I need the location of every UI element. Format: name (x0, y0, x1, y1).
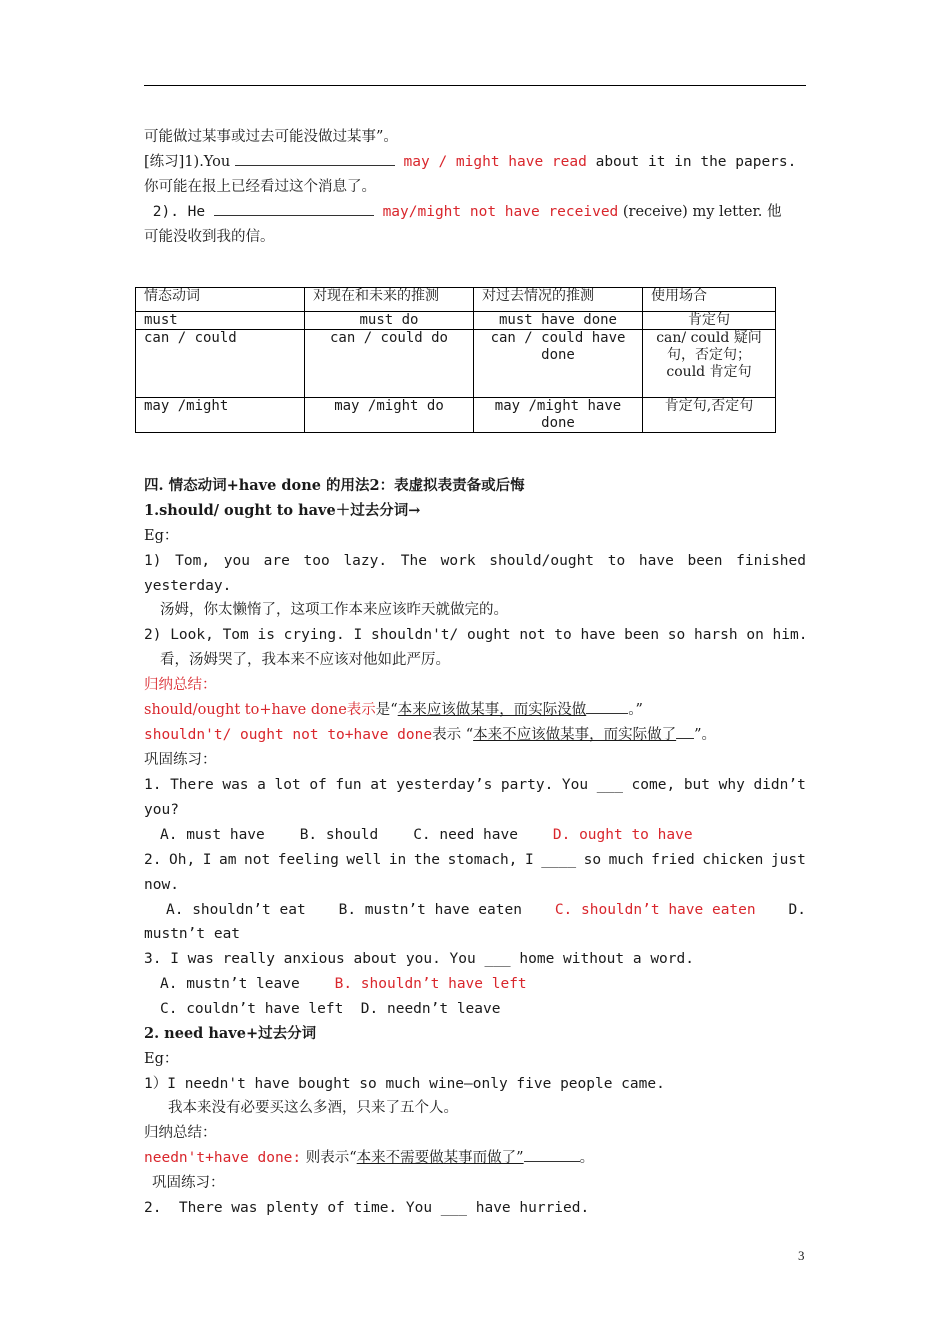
summary-answer: 本来不应该做某事，而实际做了 (473, 727, 677, 743)
exercise-answer: may / might have read (403, 154, 587, 170)
summary-label: 归纳总结： (144, 1125, 217, 1141)
word: at (370, 777, 388, 793)
usage-line: can/ could 疑问句，否定句； (656, 330, 762, 363)
word: 1) (144, 553, 162, 569)
question: 3. I was really anxious about you. You ___ home without a word. (144, 951, 694, 967)
option-c: C. couldn’t have left (160, 1001, 344, 1017)
table-cell: can / could do (305, 330, 474, 398)
example-sentence: 1）I needn't have bought so much wine—only five people came. (144, 1076, 665, 1092)
text-line: 可能做过某事或过去可能没做过某事”。 (144, 129, 398, 145)
word: but (683, 777, 711, 793)
word: feeling (277, 852, 339, 868)
example-translation: 汤姆，你太懒惰了，这项工作本来应该昨天就做完的。 (160, 602, 508, 618)
word: work (440, 553, 476, 569)
summary-line (144, 724, 716, 746)
table-header: 对现在和未来的推测 (305, 288, 474, 312)
word: lazy. (343, 553, 388, 569)
option-a: A. shouldn’t eat (166, 902, 306, 918)
question: 2. There was plenty of time. You ___ have hurried. (144, 1200, 590, 1216)
option-d: D. ought to have (552, 827, 693, 843)
summary-keyword: needn't+have done: (144, 1150, 302, 1166)
word: stomach, (447, 852, 518, 868)
section-title: 四. 情态动词+have done 的用法2：表虚拟表责备或后悔 (144, 477, 525, 494)
word: 1. (144, 777, 162, 793)
eg-label: Eg： (144, 528, 179, 544)
options (160, 998, 500, 1020)
summary-text: 。” (628, 702, 643, 718)
word: well (346, 852, 382, 868)
word: didn’t (753, 777, 806, 793)
eg-label: Eg： (144, 1051, 179, 1067)
option-d: D. needn’t leave (360, 1001, 501, 1017)
table-cell: can / could have done (474, 330, 643, 398)
word: ___ (596, 777, 623, 793)
word: why (718, 777, 745, 793)
word: been (687, 553, 723, 569)
summary-text: 。 (579, 1150, 595, 1166)
word: fun (335, 777, 362, 793)
table-cell: may /might (136, 398, 305, 433)
exercise-suffix: about it in the papers. (586, 154, 797, 170)
table-header: 情态动词 (136, 288, 305, 312)
word: The (400, 553, 427, 569)
exercise-prefix: 2). He (144, 204, 214, 220)
table-cell: 肯定句 (643, 312, 776, 330)
exercise-2 (144, 201, 782, 223)
example-translation: 看，汤姆哭了，我本来不应该对他如此严厉。 (160, 652, 450, 668)
options (160, 824, 693, 846)
answer-blank (214, 201, 374, 216)
summary-line (144, 699, 643, 721)
summary-answer: 本来不需要做某事而做了” (356, 1150, 524, 1166)
header-rule (144, 85, 806, 86)
summary-label: 归纳总结： (144, 677, 217, 693)
table-cell: must do (305, 312, 474, 330)
answer-blank (235, 151, 395, 166)
modal-verbs-table (135, 287, 776, 433)
summary-keyword: shouldn't/ ought not to+have done (144, 727, 433, 743)
table-cell: must (136, 312, 305, 330)
word: much (608, 852, 644, 868)
example-sentence (144, 550, 806, 572)
word: just (770, 852, 806, 868)
word: chicken (702, 852, 764, 868)
exercise-2-translation: 可能没收到我的信。 (144, 229, 275, 245)
word: should/ought (489, 553, 595, 569)
table-cell: 肯定句,否定句 (643, 398, 776, 433)
word: come, (631, 777, 676, 793)
summary-text: 表示 “ (432, 727, 474, 743)
word: There (170, 777, 214, 793)
option-d: D. (788, 902, 806, 918)
example-sentence: 2) Look, Tom is crying. I shouldn't/ ought not to have been so harsh on him. (144, 627, 808, 643)
question (144, 774, 806, 796)
exercise-suffix: (receive) my letter. 他 (618, 204, 782, 220)
question (144, 849, 806, 871)
word: not (244, 852, 271, 868)
word: too (303, 553, 330, 569)
word: ____ (541, 852, 577, 868)
word: of (309, 777, 327, 793)
word: have (638, 553, 674, 569)
word: I (524, 852, 534, 868)
table-cell (643, 330, 776, 398)
answer-blank (586, 699, 628, 714)
summary-text: ”。 (694, 727, 717, 743)
word: in (388, 852, 407, 868)
word: you (223, 553, 250, 569)
table-cell: must have done (474, 312, 643, 330)
exercise-1 (144, 151, 796, 173)
answer-blank (676, 724, 694, 739)
table-header: 对过去情况的推测 (474, 288, 643, 312)
exercise-prefix: [练习]1).You (144, 154, 235, 170)
word: Oh, (169, 852, 196, 868)
table-header-row (136, 288, 776, 312)
summary-keyword: should/ought to+have done表示 (144, 702, 376, 718)
table-row (136, 312, 776, 330)
word: a (257, 777, 266, 793)
word: You (561, 777, 589, 793)
table-header: 使用场合 (643, 288, 776, 312)
example-translation: 我本来没有必要买这么多酒，只来了五个人。 (168, 1100, 458, 1116)
word: 2. (144, 852, 162, 868)
word: lot (274, 777, 301, 793)
word: party. (500, 777, 554, 793)
exercise-answer: may/might not have received (382, 204, 619, 220)
word: I (202, 852, 212, 868)
page-number: 3 (798, 1248, 805, 1263)
options-cont: mustn’t eat (144, 926, 241, 942)
word: to (607, 553, 626, 569)
options (166, 899, 806, 921)
option-b: B. should (299, 827, 379, 843)
question-cont: now. (144, 877, 179, 893)
summary-text: 是“ (375, 702, 398, 718)
table-cell: may /might have done (474, 398, 643, 433)
word: Tom, (175, 553, 211, 569)
summary-answer: 本来应该做某事，而实际没做 (397, 702, 587, 718)
word: yesterday’s (396, 777, 493, 793)
option-a: A. mustn’t leave (160, 976, 300, 992)
word: finished (736, 553, 806, 569)
word: was (222, 777, 249, 793)
table-row (136, 330, 776, 398)
option-a: A. must have (160, 827, 265, 843)
usage-line: could 肯定句 (666, 364, 752, 380)
option-b: B. shouldn’t have left (334, 976, 527, 992)
word: am (219, 852, 237, 868)
subsection-title: 1.should/ ought to have＋过去分词→ (144, 502, 421, 519)
practice-label: 巩固练习： (152, 1175, 225, 1191)
options (160, 973, 527, 995)
practice-label: 巩固练习： (144, 752, 217, 768)
question-cont: you? (144, 802, 179, 818)
summary-line (144, 1147, 594, 1169)
option-c: C. shouldn’t have eaten (554, 902, 756, 918)
summary-text: 则表示“ (301, 1150, 357, 1166)
table-cell: can / could (136, 330, 305, 398)
word: the (413, 852, 441, 868)
answer-blank (524, 1147, 580, 1162)
table-row (136, 398, 776, 433)
example-sentence-cont: yesterday. (144, 578, 232, 594)
subsection-title: 2. need have+过去分词 (144, 1025, 317, 1042)
word: so (583, 852, 602, 868)
word: fried (651, 852, 695, 868)
exercise-1-translation: 你可能在报上已经看过这个消息了。 (144, 179, 376, 195)
option-c: C. need have (413, 827, 518, 843)
word: are (263, 553, 290, 569)
table-cell: may /might do (305, 398, 474, 433)
option-b: B. mustn’t have eaten (338, 902, 522, 918)
